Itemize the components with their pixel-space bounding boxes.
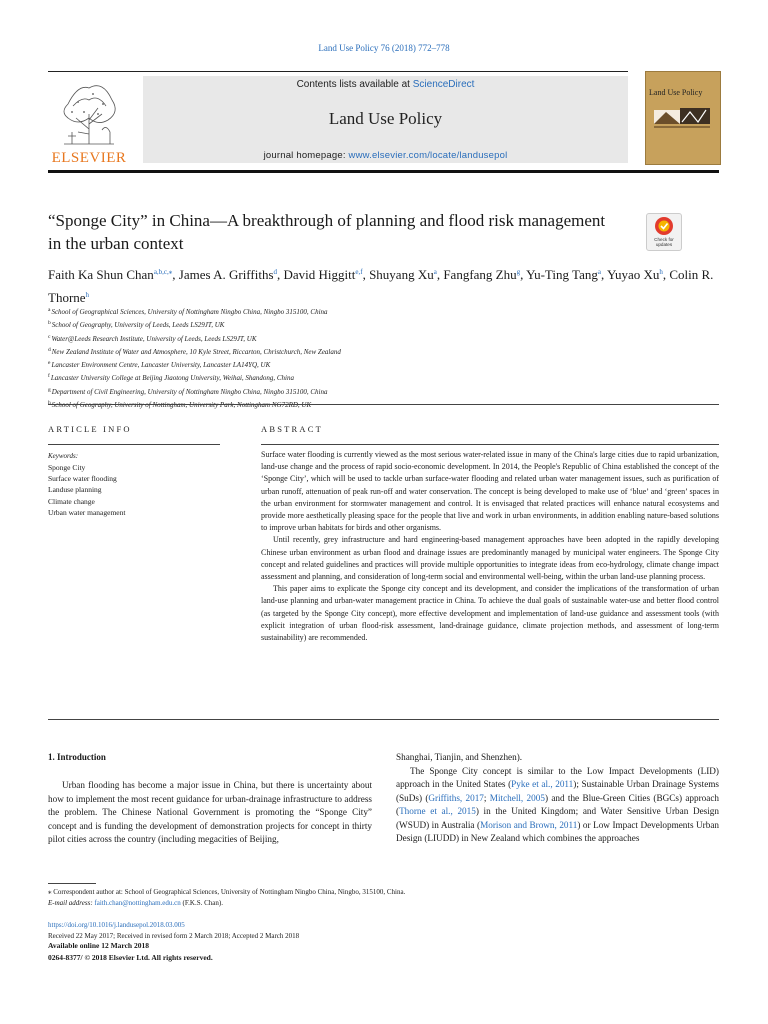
body-text: The Sponge City concept is similar to the Low Impact Developments (LID) approach in the United States ( bbox=[396, 765, 719, 789]
author[interactable] bbox=[179, 267, 277, 282]
author-affiliation-marker[interactable]: g bbox=[516, 268, 521, 276]
author-name: Fangfang Zhu bbox=[443, 267, 517, 282]
affiliation-key: c bbox=[48, 333, 51, 340]
body-text: ) and the Blue-Green Cities (BGCs) approach ( bbox=[396, 792, 719, 816]
introduction-heading: 1. Introduction bbox=[48, 752, 106, 762]
author-name: Shuyang Xu bbox=[369, 267, 434, 282]
available-online: Available online 12 March 2018 bbox=[48, 941, 149, 950]
author-affiliation-marker[interactable]: a bbox=[433, 268, 437, 276]
copyright-line: 0264-8377/ © 2018 Elsevier Ltd. All rights reserved. bbox=[48, 953, 213, 962]
affiliation-text: Lancaster Environment Centre, Lancaster University, Lancaster LA14YQ, UK bbox=[51, 361, 271, 370]
author-name: Faith Ka Shun Chan bbox=[48, 267, 154, 282]
homepage-link[interactable]: www.elsevier.com/locate/landusepol bbox=[348, 150, 508, 161]
abstract-rule bbox=[261, 444, 719, 445]
received-dates: Received 22 May 2017; Received in revised form 2 March 2018; Accepted 2 March 2018 bbox=[48, 932, 300, 940]
keyword: Urban water management bbox=[48, 507, 126, 517]
citation-link[interactable]: Morison and Brown, 2011 bbox=[480, 819, 578, 830]
journal-cover-image[interactable] bbox=[645, 71, 721, 165]
affiliation-key: g bbox=[48, 386, 51, 393]
keyword: Sponge City bbox=[48, 463, 86, 472]
cover-art bbox=[646, 72, 720, 164]
affiliation bbox=[48, 385, 718, 398]
affiliation-text: School of Geographical Sciences, University of Nottingham Ningbo China, Ningbo 315100, China bbox=[51, 308, 328, 316]
author[interactable] bbox=[607, 267, 663, 282]
author-affiliation-marker[interactable]: a bbox=[597, 268, 601, 276]
author[interactable] bbox=[369, 267, 437, 282]
body-paragraph bbox=[396, 765, 719, 846]
affiliation-key: d bbox=[48, 346, 51, 353]
article-info-heading: ARTICLE INFO bbox=[48, 424, 132, 434]
affiliation bbox=[48, 371, 718, 384]
keywords-list bbox=[48, 462, 125, 518]
affiliation-list bbox=[48, 305, 718, 411]
keyword: Surface water flooding bbox=[48, 474, 117, 484]
affiliation-text: Lancaster University College at Beijing Jiaotong University, Weihai, Shandong, China bbox=[50, 374, 295, 383]
body-text: ); Sustainable Urban Drainage Systems (SuDs) ( bbox=[396, 779, 719, 803]
affiliation-text: Water@Leeds Research Institute, University of Leeds, Leeds LS29JT, UK bbox=[51, 334, 257, 343]
journal-title: Land Use Policy bbox=[328, 109, 443, 128]
affiliation bbox=[48, 305, 718, 318]
check-for-updates-button[interactable] bbox=[646, 213, 682, 251]
footnotes bbox=[48, 887, 718, 908]
author-name: Colin R. Thorne bbox=[48, 267, 714, 305]
author[interactable] bbox=[48, 267, 172, 282]
affiliation-text: School of Geography, University of Nottingham, University Park, Nottingham NG72RD, UK bbox=[51, 401, 312, 410]
author-list: Faith Ka Shun Chan$^{a,b,c,⁎}$, James A. Griffiths$^d$, David Higgitt$^{e,f}$, Shuyang Xu$^a$, Fangfang Zhu$^g$, Yu-Ting Tang$^a$, Yuyao Xu$^h$, Colin R. Thorne$^h$ bbox=[48, 267, 714, 305]
homepage-prefix: journal homepage: bbox=[263, 150, 349, 161]
header-bottom-rule bbox=[48, 170, 719, 173]
contents-line bbox=[143, 79, 628, 90]
author[interactable] bbox=[526, 267, 601, 282]
author-name: Yuyao Xu bbox=[607, 267, 660, 282]
email-suffix: (F.K.S. Chan). bbox=[180, 898, 223, 907]
citation-link[interactable]: Griffiths, 2017 bbox=[428, 792, 484, 803]
abstract-paragraph: Surface water flooding is currently viewed as the most serious water-related issue in many of the China's large cities due to rapid urbanization, land-use change and the process of rapid socio-economic development. In 2014, the People's Republic of China established the concept of the ‘Sponge City’, which will be used to tackle urban surface-water flooding and related urban water management issues, such as purification of urban runoff, attenuation of peak run-off and water conservation. The concept is being developed to make use of ‘blue’ and ‘green’ spaces in the urban environment for stormwater management and control. It is envisaged that related practices will enhance natural ecosystems and provide more aesthetically pleasing space for the people that live and work in urban environments, in addition enabling nature-based solutions to improve urban habitats for birds and other organisms. bbox=[261, 450, 719, 533]
affiliation bbox=[48, 332, 718, 345]
affiliation bbox=[48, 318, 718, 331]
affiliation-key: f bbox=[48, 373, 50, 380]
check-updates-label: Check for updates bbox=[654, 237, 674, 247]
email-line bbox=[48, 898, 718, 909]
abstract-paragraph: This paper aims to explicate the Sponge city concept and its development, and consider the implications of the transformation of urban land-use planning and urban-water management practice in China. To achieve the dual goals of sustainable water-use and better flood control (as targeted by the Sponge City concept), more effective development and implementation of land-use guidance and assessment tools (with explicit integration of urban flood-risk assessment, land-drainage guidance, climate projection methods, and assessment of long-term sustainability) are recommended. bbox=[261, 584, 719, 643]
journal-homepage-line bbox=[143, 150, 628, 161]
body-continuation: Shanghai, Tianjin, and Shenzhen). bbox=[396, 752, 523, 762]
body-right-column bbox=[396, 751, 719, 846]
affiliation-key: h bbox=[48, 400, 51, 407]
corresponding-author-note: ⁎ Correspondent author at: School of Geographical Sciences, University of Nottingham Ningbo China, Ningbo, 315100, China. bbox=[48, 888, 406, 896]
elsevier-wordmark: ELSEVIER bbox=[51, 150, 127, 166]
citation-link[interactable]: Pyke et al., 2011 bbox=[511, 779, 574, 789]
body-text: ) in the United Kingdom; and Water Sensitive Urban Design (WSUD) in Australia ( bbox=[396, 806, 719, 830]
sciencedirect-link[interactable]: ScienceDirect bbox=[412, 79, 475, 90]
author-affiliation-marker[interactable]: d bbox=[273, 268, 278, 276]
footnote-rule bbox=[48, 883, 96, 884]
keyword: Climate change bbox=[48, 496, 95, 506]
affiliation bbox=[48, 358, 718, 371]
author-name: David Higgitt bbox=[283, 267, 356, 282]
affiliation-text: School of Geography, University of Leeds, Leeds LS29JT, UK bbox=[51, 321, 225, 330]
author[interactable] bbox=[443, 267, 520, 282]
author-affiliation-marker[interactable]: h bbox=[659, 268, 663, 276]
abstract-paragraph: Until recently, grey infrastructure and hard engineering-based management approaches have been adopted in the rapidly developing Chinese urban environment as urban flood and drainage issues are predominantly managed by municipal water engineers. The Sponge City concept and related guidelines and practices will provide multiple opportunities to integrate ideas from eco-hydrology, climate change impact assessment and planning, and consideration of long-term social and environmental well-being, within the urban land-use planning process. bbox=[261, 535, 719, 582]
author-affiliation-marker[interactable]: e,f bbox=[355, 268, 363, 276]
affiliation-key: b bbox=[48, 320, 51, 327]
keyword: Landuse planning bbox=[48, 485, 102, 495]
article-info-rule bbox=[48, 444, 220, 445]
author-affiliation-marker[interactable]: h bbox=[85, 291, 90, 299]
body-left-column: Urban flooding has become a major issue in China, but there is uncertainty about how to implement the most recent guidance for urban-drainage infrastructure to address the problem. The Chinese National Government is promoting the “Sponge City” concept and is funding the development of demonstration projects for concept in thirty pilot cities across the country (including megacities of Beijing, bbox=[48, 780, 372, 844]
email-link[interactable]: faith.chan@nottingham.edu.cn bbox=[94, 898, 181, 907]
cover-title: Land Use Policy bbox=[649, 88, 703, 97]
author[interactable] bbox=[284, 267, 363, 282]
citation-link[interactable]: Mitchell, 2005 bbox=[489, 792, 545, 803]
affiliation-key: a bbox=[48, 307, 51, 313]
contents-prefix: Contents lists available at bbox=[296, 79, 413, 90]
article-title: “Sponge City” in China—A breakthrough of planning and flood risk management in the urban context bbox=[48, 211, 606, 253]
journal-citation-link[interactable]: Land Use Policy 76 (2018) 772–778 bbox=[318, 43, 450, 53]
affiliation-key: e bbox=[48, 360, 51, 367]
affiliation bbox=[48, 345, 718, 358]
section-divider bbox=[48, 404, 719, 405]
affiliation-text: New Zealand Institute of Water and Atmosphere, 10 Kyle Street, Riccarton, Christchurch, New Zealand bbox=[51, 347, 341, 356]
abstract-bottom-rule bbox=[48, 719, 719, 720]
abstract-heading: ABSTRACT bbox=[261, 424, 323, 434]
author-name: Yu-Ting Tang bbox=[526, 267, 598, 282]
email-label: E-mail address: bbox=[48, 898, 95, 907]
citation-link[interactable]: Thorne et al., 2015 bbox=[399, 806, 476, 816]
author-affiliation-marker[interactable]: a,b,c,⁎ bbox=[153, 268, 173, 276]
affiliation-text: Department of Civil Engineering, University of Nottingham Ningbo China, Ningbo 315100, China bbox=[51, 387, 328, 396]
doi-link[interactable]: https://doi.org/10.1016/j.landusepol.2018.03.005 bbox=[48, 921, 185, 929]
author-name: James A. Griffiths bbox=[178, 267, 274, 282]
abstract-body bbox=[261, 449, 719, 644]
keywords-label: Keywords: bbox=[48, 452, 79, 460]
header-top-rule bbox=[48, 71, 628, 72]
body-text: ) or Low Impact Developments Urban Design (LIUDD) in New Zealand which combines the approaches bbox=[396, 819, 720, 843]
body-text: ; bbox=[483, 792, 490, 803]
